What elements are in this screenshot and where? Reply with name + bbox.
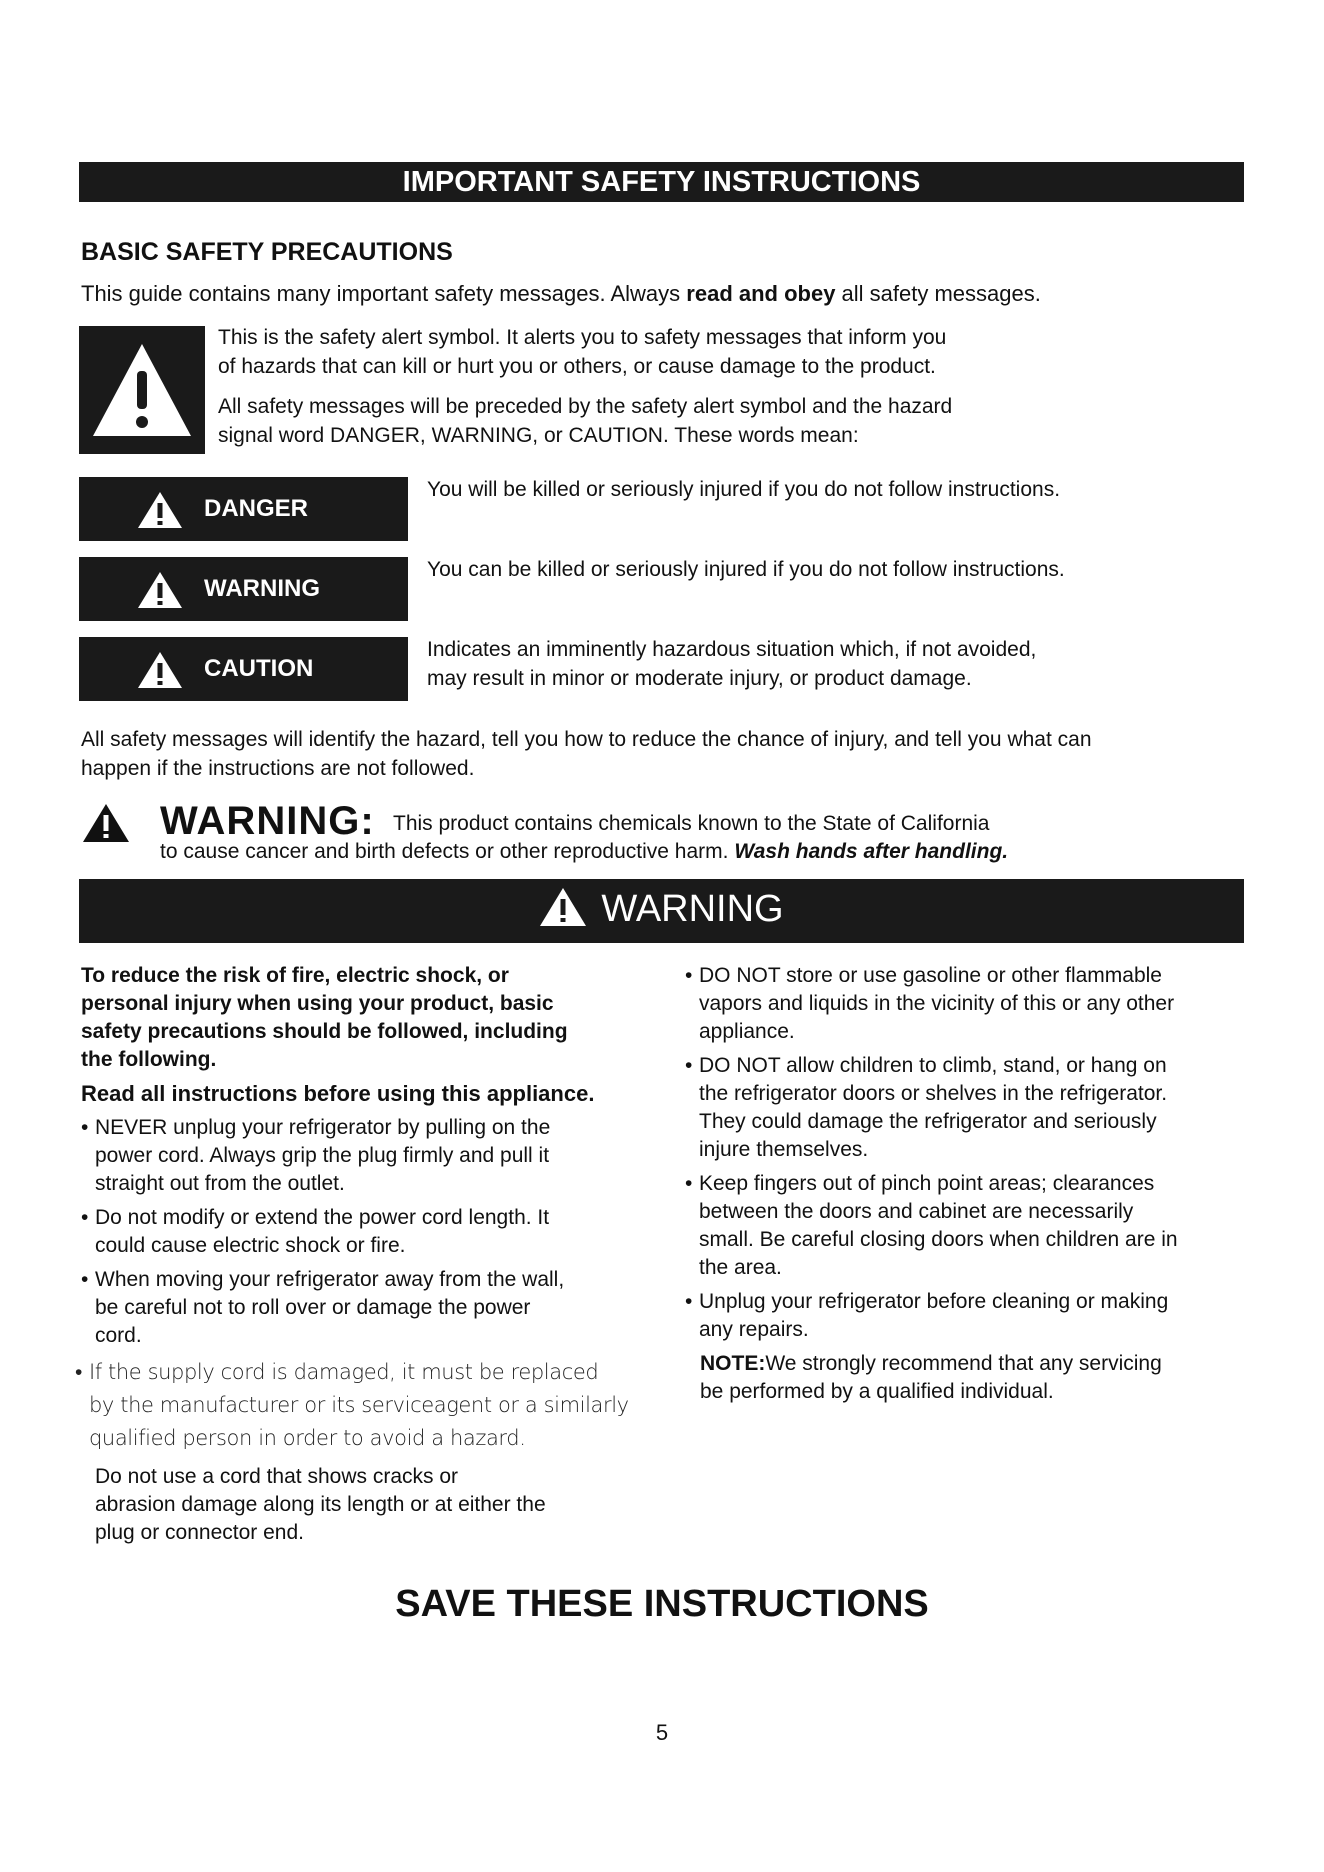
list-item-line: • DO NOT allow children to climb, stand, or hang on [699,1054,1167,1077]
list-item-line: appliance. [699,1020,795,1043]
list-item [81,1266,646,1350]
list-item-line: between the doors and cabinet are necessarily [699,1200,1134,1223]
paragraph-line: abrasion damage along its length or at either the [95,1493,546,1516]
all-safety-line1: All safety messages will identify the hazard, tell you how to reduce the chance of injury, and tell you what can [81,728,1092,751]
paragraph-line: plug or connector end. [95,1521,304,1544]
list-item-line: vapors and liquids in the vicinity of this or any other [699,992,1175,1015]
warning-banner [79,879,1244,943]
prop65-warning-word: WARNING: [160,799,375,843]
all-safety-line2: happen if the instructions are not followed. [81,757,475,780]
read-all-instructions: Read all instructions before using this appliance. [81,1081,595,1106]
list-item-line: could cause electric shock or fire. [95,1234,406,1257]
intro-pre: This guide contains many important safety messages. Always [81,281,687,306]
lead-line: safety precautions should be followed, including [81,1020,568,1043]
list-item-line: • If the supply cord is damaged, it must be replaced [89,1360,599,1384]
list-item [685,1288,1255,1344]
caution-label: CAUTION [204,655,314,682]
list-item-line: by the manufacturer or its serviceagent or a similarly [89,1393,629,1417]
section-title: BASIC SAFETY PRECAUTIONS [81,238,453,266]
page-number: 5 [655,1720,669,1745]
safety-alert-symbol-box [79,326,205,454]
header-title-bar [79,162,1244,202]
note-paragraph [685,1350,1255,1406]
warning-triangle-icon [137,651,183,689]
list-item-line: • When moving your refrigerator away from the wall, [95,1268,565,1291]
list-item-line: • Unplug your refrigerator before cleaning or making [699,1290,1169,1313]
paragraph-line: Do not use a cord that shows cracks or [95,1465,458,1488]
danger-label: DANGER [204,495,309,522]
list-item [81,1114,646,1198]
list-item-supply-cord [75,1356,646,1455]
list-item-line: the refrigerator doors or shelves in the refrigerator. [699,1082,1168,1105]
prop65-line2-text: to cause cancer and birth defects or other reproductive harm. [160,840,735,863]
lead-line: personal injury when using your product, basic [81,992,554,1015]
warning-banner-label: WARNING [601,888,784,930]
lead-line: To reduce the risk of fire, electric shock, or [81,964,509,987]
list-item [81,1204,646,1260]
intro-text [81,281,1041,307]
list-item-line: cord. [95,1324,142,1347]
warning-triangle-icon [539,887,587,927]
warning-label: WARNING [204,575,320,602]
prop65-line2 [160,840,1008,864]
warning-triangle-icon [137,571,183,609]
caution-description [427,635,1247,693]
alert-paragraph-1 [218,323,1098,381]
list-item [685,962,1255,1046]
cord-cracks-paragraph [81,1463,646,1547]
caution-text-line2: may result in minor or moderate injury, or product damage. [427,667,972,690]
list-item-line: • DO NOT store or use gasoline or other flammable [699,964,1162,987]
alert-para2-line2: signal word DANGER, WARNING, or CAUTION. These words mean: [218,424,859,447]
left-column [81,962,646,1553]
warning-text-line1: You can be killed or seriously injured if you do not follow instructions. [427,558,1065,581]
note-text: We strongly recommend that any servicing [765,1352,1162,1375]
list-item-line: any repairs. [699,1318,809,1341]
danger-text-line1: You will be killed or seriously injured if you do not follow instructions. [427,478,1061,501]
right-column [685,962,1255,1406]
list-item-line: They could damage the refrigerator and seriously [699,1110,1157,1133]
alert-paragraph-2 [218,392,1098,450]
all-safety-paragraph [81,725,1251,783]
alert-para2-line1: All safety messages will be preceded by the safety alert symbol and the hazard [218,395,953,418]
list-item [685,1170,1255,1282]
warning-description [427,555,1247,584]
list-item-line: the area. [699,1256,782,1279]
lead-paragraph [81,962,646,1074]
list-item-line: • NEVER unplug your refrigerator by pulling on the [95,1116,551,1139]
list-item [685,1052,1255,1164]
note-label: NOTE: [700,1352,766,1375]
list-item-line: small. Be careful closing doors when children are in [699,1228,1178,1251]
list-item-line: injure themselves. [699,1138,869,1161]
header-title: IMPORTANT SAFETY INSTRUCTIONS [402,166,921,198]
list-item-line: qualified person in order to avoid a hazard. [89,1426,526,1450]
alert-para1-line2: of hazards that can kill or hurt you or others, or cause damage to the product. [218,355,936,378]
warning-triangle-icon [82,803,130,843]
intro-bold: read and obey [686,281,836,306]
list-item-line: • Do not modify or extend the power cord length. It [95,1206,550,1229]
danger-description [427,475,1247,504]
save-instructions-heading: SAVE THESE INSTRUCTIONS [395,1583,929,1625]
warning-signal-box [79,557,408,621]
lead-line: the following. [81,1048,217,1071]
intro-post: all safety messages. [835,281,1041,306]
prop65-wash-hands: Wash hands after handling. [734,840,1009,863]
danger-signal-box [79,477,408,541]
safety-alert-icon [79,326,205,454]
warning-triangle-icon [137,491,183,529]
list-item-line: straight out from the outlet. [95,1172,345,1195]
list-item-line: be careful not to roll over or damage the power [95,1296,531,1319]
list-item-line: power cord. Always grip the plug firmly and pull it [95,1144,550,1167]
caution-text-line1: Indicates an imminently hazardous situation which, if not avoided, [427,638,1037,661]
prop65-line1: This product contains chemicals known to the State of California [393,812,990,835]
note-line2: be performed by a qualified individual. [700,1380,1054,1403]
caution-signal-box [79,637,408,701]
alert-para1-line1: This is the safety alert symbol. It alerts you to safety messages that inform you [218,326,947,349]
note-line1 [700,1350,1255,1378]
list-item-line: • Keep fingers out of pinch point areas; clearances [699,1172,1155,1195]
